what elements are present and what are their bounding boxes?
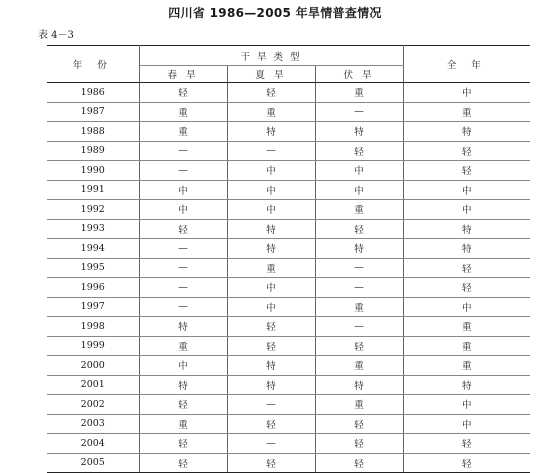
dog-days-cell: 重 [315, 83, 403, 103]
spring-cell: 重 [139, 102, 227, 122]
header-dog-days: 伏 旱 [315, 66, 403, 83]
whole-year-cell: 重 [403, 356, 530, 376]
spring-cell: 中 [139, 200, 227, 220]
spring-cell: 轻 [139, 83, 227, 103]
whole-year-cell: 轻 [403, 278, 530, 298]
year-cell: 2001 [47, 375, 139, 395]
header-year: 年 份 [47, 46, 139, 83]
table-row [47, 375, 530, 395]
spring-cell: 轻 [139, 395, 227, 415]
header-whole-year: 全 年 [403, 46, 530, 83]
header-summer: 夏 旱 [227, 66, 315, 83]
whole-year-cell: 特 [403, 219, 530, 239]
table-row [47, 395, 530, 415]
spring-cell: 重 [139, 414, 227, 434]
spring-cell: — [139, 278, 227, 298]
summer-cell: — [227, 434, 315, 454]
summer-cell: 中 [227, 297, 315, 317]
table-row [47, 180, 530, 200]
spring-cell: 中 [139, 180, 227, 200]
dog-days-cell: 重 [315, 395, 403, 415]
year-cell: 1991 [47, 180, 139, 200]
whole-year-cell: 中 [403, 414, 530, 434]
table-row [47, 297, 530, 317]
table-row [47, 239, 530, 259]
table-body [47, 83, 530, 473]
table-row [47, 83, 530, 103]
summer-cell: 特 [227, 239, 315, 259]
table-row [47, 141, 530, 161]
table-row [47, 434, 530, 454]
spring-cell: 重 [139, 122, 227, 142]
whole-year-cell: 中 [403, 200, 530, 220]
whole-year-cell: 轻 [403, 258, 530, 278]
spring-cell: — [139, 239, 227, 259]
whole-year-cell: 重 [403, 336, 530, 356]
whole-year-cell: 特 [403, 122, 530, 142]
year-cell: 2000 [47, 356, 139, 376]
spring-cell: 重 [139, 336, 227, 356]
dog-days-cell: 轻 [315, 453, 403, 473]
year-cell: 1995 [47, 258, 139, 278]
table-row [47, 278, 530, 298]
table-row [47, 317, 530, 337]
year-cell: 1989 [47, 141, 139, 161]
summer-cell: 轻 [227, 317, 315, 337]
summer-cell: — [227, 141, 315, 161]
dog-days-cell: 特 [315, 122, 403, 142]
year-cell: 2004 [47, 434, 139, 454]
spring-cell: — [139, 161, 227, 181]
spring-cell: 特 [139, 375, 227, 395]
year-cell: 1992 [47, 200, 139, 220]
spring-cell: — [139, 258, 227, 278]
summer-cell: 轻 [227, 453, 315, 473]
year-cell: 1993 [47, 219, 139, 239]
whole-year-cell: 轻 [403, 141, 530, 161]
dog-days-cell: 特 [315, 239, 403, 259]
year-cell: 2002 [47, 395, 139, 415]
dog-days-cell: 轻 [315, 434, 403, 454]
summer-cell: 特 [227, 356, 315, 376]
dog-days-cell: — [315, 317, 403, 337]
table-row [47, 336, 530, 356]
table-row [47, 453, 530, 473]
header-spring: 春 旱 [139, 66, 227, 83]
summer-cell: 重 [227, 258, 315, 278]
table-row [47, 161, 530, 181]
table-row [47, 356, 530, 376]
dog-days-cell: — [315, 102, 403, 122]
spring-cell: 轻 [139, 434, 227, 454]
spring-cell: 轻 [139, 219, 227, 239]
dog-days-cell: 轻 [315, 219, 403, 239]
summer-cell: — [227, 395, 315, 415]
whole-year-cell: 轻 [403, 453, 530, 473]
table-row [47, 258, 530, 278]
spring-cell: — [139, 297, 227, 317]
summer-cell: 中 [227, 180, 315, 200]
summer-cell: 轻 [227, 336, 315, 356]
whole-year-cell: 中 [403, 395, 530, 415]
table-row [47, 200, 530, 220]
summer-cell: 特 [227, 219, 315, 239]
table-number: 表 4－3 [38, 30, 74, 41]
year-cell: 1997 [47, 297, 139, 317]
whole-year-cell: 中 [403, 297, 530, 317]
spring-cell: 中 [139, 356, 227, 376]
dog-days-cell: 中 [315, 180, 403, 200]
summer-cell: 轻 [227, 414, 315, 434]
spring-cell: 轻 [139, 453, 227, 473]
year-cell: 1999 [47, 336, 139, 356]
dog-days-cell: 重 [315, 200, 403, 220]
year-cell: 1986 [47, 83, 139, 103]
whole-year-cell: 中 [403, 180, 530, 200]
summer-cell: 中 [227, 161, 315, 181]
whole-year-cell: 重 [403, 317, 530, 337]
whole-year-cell: 中 [403, 83, 530, 103]
table-row [47, 122, 530, 142]
summer-cell: 轻 [227, 83, 315, 103]
whole-year-cell: 重 [403, 102, 530, 122]
year-cell: 1994 [47, 239, 139, 259]
table-row [47, 414, 530, 434]
dog-days-cell: 轻 [315, 414, 403, 434]
table-title: 四川省 1986—2005 年旱情普查情况 [168, 6, 382, 20]
summer-cell: 重 [227, 102, 315, 122]
dog-days-cell: 重 [315, 297, 403, 317]
summer-cell: 特 [227, 375, 315, 395]
table-row [47, 102, 530, 122]
whole-year-cell: 轻 [403, 434, 530, 454]
dog-days-cell: — [315, 258, 403, 278]
summer-cell: 特 [227, 122, 315, 142]
dog-days-cell: 重 [315, 356, 403, 376]
dog-days-cell: 轻 [315, 336, 403, 356]
summer-cell: 中 [227, 200, 315, 220]
year-cell: 1988 [47, 122, 139, 142]
dog-days-cell: — [315, 278, 403, 298]
summer-cell: 中 [227, 278, 315, 298]
spring-cell: — [139, 141, 227, 161]
year-cell: 2003 [47, 414, 139, 434]
dog-days-cell: 中 [315, 161, 403, 181]
whole-year-cell: 特 [403, 375, 530, 395]
drought-table [47, 45, 530, 473]
year-cell: 1990 [47, 161, 139, 181]
dog-days-cell: 特 [315, 375, 403, 395]
whole-year-cell: 轻 [403, 161, 530, 181]
spring-cell: 特 [139, 317, 227, 337]
whole-year-cell: 特 [403, 239, 530, 259]
dog-days-cell: 轻 [315, 141, 403, 161]
header-drought-type: 干 旱 类 型 [139, 46, 403, 66]
year-cell: 1998 [47, 317, 139, 337]
year-cell: 1996 [47, 278, 139, 298]
year-cell: 1987 [47, 102, 139, 122]
year-cell: 2005 [47, 453, 139, 473]
table-row [47, 219, 530, 239]
